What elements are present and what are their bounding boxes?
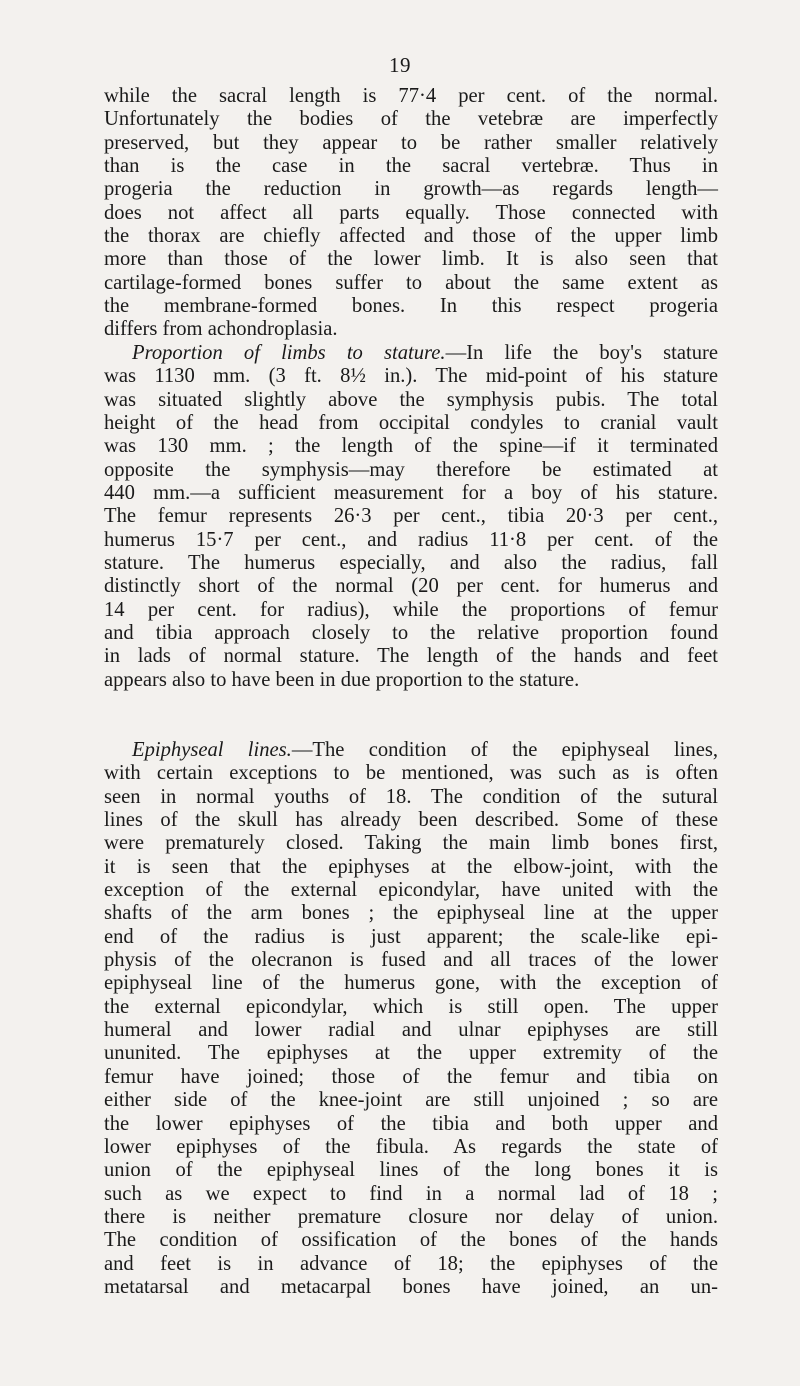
- text-line: shafts of the arm bones ; the epiphyseal line at the upper: [104, 902, 718, 925]
- text-line: the membrane-formed bones. In this respect progeria: [104, 295, 718, 318]
- text-line: the lower epiphyses of the tibia and both upper and: [104, 1112, 718, 1135]
- text-line: more than those of the lower limb. It is also seen that: [104, 248, 718, 271]
- text-line: epiphyseal line of the humerus gone, with the exception of: [104, 972, 718, 995]
- text-line: [104, 739, 718, 762]
- text-line: progeria the reduction in growth—as regards length—: [104, 178, 718, 201]
- page-number: 19: [389, 53, 411, 77]
- text-line: 14 per cent. for radius), while the proportions of femur: [104, 598, 718, 621]
- text-line: appears also to have been in due proportion to the stature.: [104, 668, 580, 691]
- text-line: The condition of ossification of the bones of the hands: [104, 1229, 718, 1252]
- text-line: metatarsal and metacarpal bones have joined, an un-: [104, 1275, 718, 1298]
- paragraph-3: [104, 739, 718, 1299]
- text-line: was 130 mm. ; the length of the spine—if it terminated: [104, 435, 718, 458]
- text-line: in lads of normal stature. The length of the hands and feet: [104, 645, 718, 668]
- text-line: physis of the olecranon is fused and all traces of the lower: [104, 949, 718, 972]
- text-line: does not affect all parts equally. Those connected with: [104, 201, 718, 224]
- text-line: while the sacral length is 77·4 per cent. of the normal.: [104, 85, 718, 107]
- text-line: preserved, but they appear to be rather smaller relatively: [104, 131, 718, 154]
- section-heading: Epiphyseal lines.: [132, 739, 292, 761]
- text-line: were prematurely closed. Taking the main limb bones first,: [104, 832, 718, 855]
- text-line: with certain exceptions to be mentioned, was such as is often: [104, 762, 718, 785]
- text-line: there is neither premature closure nor delay of union.: [104, 1205, 718, 1228]
- text-line: the external epicondylar, which is still open. The upper: [104, 995, 718, 1018]
- text-line: ununited. The epiphyses at the upper extremity of the: [104, 1042, 718, 1065]
- text-line: exception of the external epicondylar, have united with the: [104, 879, 718, 902]
- text-line: stature. The humerus especially, and also the radius, fall: [104, 552, 718, 575]
- text-line: was situated slightly above the symphysis pubis. The total: [104, 388, 718, 411]
- text-line: was 1130 mm. (3 ft. 8½ in.). The mid-point of his stature: [104, 365, 718, 388]
- text-line: lines of the skull has already been described. Some of these: [104, 809, 718, 832]
- text-line: and feet is in advance of 18; the epiphyses of the: [104, 1252, 718, 1275]
- text-line: either side of the knee-joint are still unjoined ; so are: [104, 1089, 718, 1112]
- text-run: —In life the boy's stature: [445, 342, 719, 364]
- text-line: 440 mm.—a sufficient measurement for a boy of his stature.: [104, 482, 718, 505]
- text-line: seen in normal youths of 18. The condition of the sutural: [104, 785, 718, 808]
- text-line: humeral and lower radial and ulnar epiphyses are still: [104, 1019, 718, 1042]
- text-line: than is the case in the sacral vertebræ. Thus in: [104, 155, 718, 178]
- text-line: lower epiphyses of the fibula. As regards the state of: [104, 1135, 718, 1158]
- text-line: Unfortunately the bodies of the vetebræ are imperfectly: [104, 108, 718, 131]
- section-heading: Proportion of limbs to stature.: [132, 342, 446, 364]
- text-run: —The condition of the epiphyseal lines,: [291, 739, 718, 761]
- text-line: opposite the symphysis—may therefore be estimated at: [104, 458, 718, 481]
- text-line: such as we expect to find in a normal lad of 18 ;: [104, 1182, 718, 1205]
- text-line: femur have joined; those of the femur and tibia on: [104, 1065, 718, 1088]
- text-line: and tibia approach closely to the relative proportion found: [104, 622, 718, 645]
- paragraph-2: [104, 342, 718, 692]
- text-line: end of the radius is just apparent; the scale-like epi-: [104, 925, 718, 948]
- text-line: distinctly short of the normal (20 per cent. for humerus and: [104, 575, 718, 598]
- text-line: the thorax are chiefly affected and those of the upper limb: [104, 225, 718, 248]
- text-line: [104, 342, 718, 365]
- text-line: it is seen that the epiphyses at the elbow-joint, with the: [104, 855, 718, 878]
- text-line: differs from achondroplasia.: [104, 318, 338, 341]
- text-line: The femur represents 26·3 per cent., tibia 20·3 per cent.,: [104, 505, 718, 528]
- text-line: cartilage-formed bones suffer to about the same extent as: [104, 271, 718, 294]
- text-line: height of the head from occipital condyles to cranial vault: [104, 412, 718, 435]
- text-line: humerus 15·7 per cent., and radius 11·8 per cent. of the: [104, 528, 718, 551]
- text-line: union of the epiphyseal lines of the long bones it is: [104, 1159, 718, 1182]
- paragraph-1: [104, 85, 718, 342]
